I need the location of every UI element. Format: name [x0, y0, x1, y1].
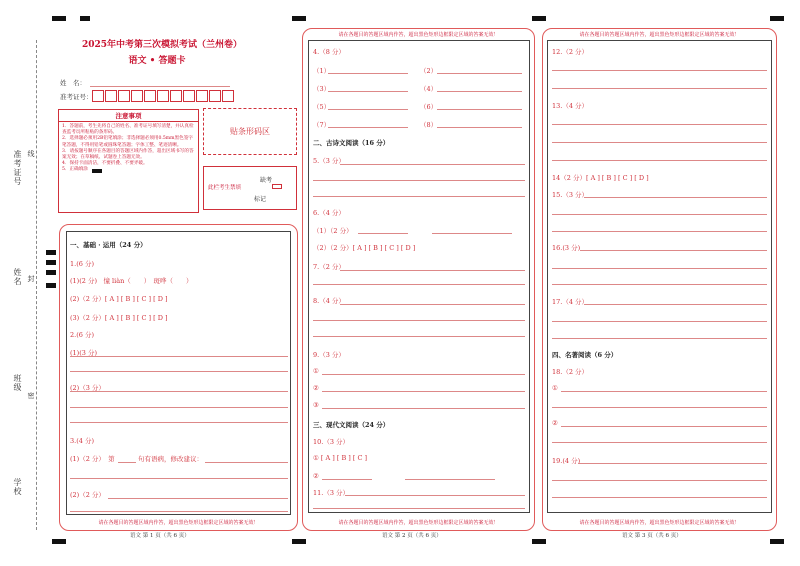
answer-line[interactable] [70, 356, 288, 357]
timing-mark [770, 16, 784, 21]
blank-8: （8） [420, 121, 438, 129]
q17: 17.（4 分） [552, 298, 589, 306]
notice-bottom-3: 请在各题目的答题区域内作答，超出黑色矩形边框限定区域的答案无效！ [579, 520, 740, 526]
answer-line[interactable] [322, 374, 525, 375]
sidebar-class: 班级 [13, 374, 22, 392]
blank-7: （7） [313, 121, 331, 129]
circle-2: ② [552, 419, 558, 427]
notice-top-3: 请在各题目的答题区域内作答，超出黑色矩形边框限定区域的答案无效！ [579, 32, 740, 38]
blank-6: （6） [420, 103, 438, 111]
answer-line[interactable] [340, 164, 525, 165]
blank-1: （1） [313, 67, 331, 75]
answer-line[interactable] [437, 127, 522, 128]
answer-line[interactable] [405, 479, 495, 480]
timing-mark [532, 16, 546, 21]
q7: 7.（2 分） [313, 263, 345, 271]
q6-1: （1）（2 分） [313, 227, 353, 235]
answer-line[interactable] [552, 284, 767, 285]
section-2-title: 二、古诗文阅读（16 分） [313, 139, 390, 147]
q1: 1.(6 分) [70, 260, 94, 268]
answer-line[interactable] [578, 463, 767, 464]
name-label: 姓 名： [60, 79, 86, 87]
answer-line[interactable] [340, 304, 525, 305]
name-field[interactable] [90, 86, 230, 87]
section-3-title: 三、现代文阅读（24 分） [313, 421, 390, 429]
answer-line[interactable] [340, 270, 525, 271]
note-item: 1．答题前，考生先将自己的姓名、准考证号填写清楚，并认真检查监考员所粘贴的条形码。 [62, 124, 194, 136]
sidebar-mi: 密 [27, 392, 35, 400]
answer-line[interactable] [437, 109, 522, 110]
id-boxes[interactable] [92, 90, 234, 102]
timing-mark [46, 250, 56, 255]
answer-line[interactable] [552, 142, 767, 143]
blank-4: （4） [420, 85, 438, 93]
q6-2-choices[interactable]: （2）（2 分）[ A ] [ B ] [ C ] [ D ] [313, 244, 416, 252]
notice-bottom-1: 请在各题目的答题区域内作答，超出黑色矩形边框限定区域的答案无效！ [98, 520, 259, 526]
sidebar-feng: 封 [27, 275, 35, 283]
answer-line[interactable] [552, 497, 767, 498]
absent-mark-label: 缺考 [260, 177, 273, 184]
q11: 11.（3 分） [313, 489, 350, 497]
answer-line[interactable] [313, 320, 525, 321]
blank-2: （2） [420, 67, 438, 75]
timing-mark [532, 539, 546, 544]
q1-3-choices[interactable]: (3)（2 分）[ A ] [ B ] [ C ] [ D ] [70, 314, 168, 322]
answer-line[interactable] [70, 511, 288, 512]
answer-line[interactable] [584, 304, 767, 305]
q12: 12.（2 分） [552, 48, 589, 56]
note-item: 5．正确填涂 [62, 167, 88, 173]
q6: 6.（4 分） [313, 209, 345, 217]
page-title: 2025年中考第三次模拟考试（兰州卷） [82, 40, 243, 50]
q2-2: (2)（3 分） [70, 384, 105, 392]
answer-line[interactable] [552, 407, 767, 408]
circle-1: ① [313, 367, 319, 375]
answer-line[interactable] [322, 391, 525, 392]
q3-2: (2)（2 分） [70, 491, 105, 499]
absent-checkbox[interactable] [272, 184, 282, 189]
notice-bottom-2: 请在各题目的答题区域内作答，超出黑色矩形边框限定区域的答案无效！ [338, 520, 499, 526]
answer-line[interactable] [328, 73, 408, 74]
answer-line[interactable] [552, 70, 767, 71]
answer-line[interactable] [584, 197, 767, 198]
answer-line[interactable] [70, 407, 288, 408]
answer-line[interactable] [552, 321, 767, 322]
answer-line[interactable] [313, 336, 525, 337]
notes-title: 注意事项 [59, 110, 198, 122]
circle-2: ② [313, 384, 319, 392]
answer-line[interactable] [322, 408, 525, 409]
answer-line[interactable] [552, 88, 767, 89]
sidebar-name: 姓名 [13, 268, 22, 286]
absent-label: 此栏考生禁填 [208, 185, 242, 191]
timing-mark [52, 16, 66, 21]
blank-5: （5） [313, 103, 331, 111]
q3-1b: 句有语病，修改建议： [138, 455, 203, 463]
answer-region-1 [66, 231, 291, 515]
answer-line[interactable] [561, 391, 767, 392]
page-subtitle: 语文 • 答题卡 [128, 56, 186, 66]
answer-line[interactable] [552, 124, 767, 125]
timing-mark [46, 283, 56, 288]
answer-line[interactable] [313, 180, 525, 181]
answer-line[interactable] [328, 91, 408, 92]
q2-1: (1)(3 分) [70, 349, 97, 357]
answer-line[interactable] [70, 422, 288, 423]
q3-1a: (1)（2 分） 第 [70, 455, 115, 463]
q15: 15.（3 分） [552, 191, 589, 199]
answer-line[interactable] [70, 478, 288, 479]
q19: 19.(4 分) [552, 457, 581, 465]
section-1-title: 一、基础 · 运用（24 分） [70, 241, 147, 249]
q5: 5.（3 分） [313, 157, 345, 165]
answer-line[interactable] [561, 426, 767, 427]
page-footer-3: 语文 第 3 页（共 6 页） [622, 533, 682, 539]
answer-line[interactable] [328, 109, 408, 110]
timing-mark [46, 260, 56, 265]
sidebar-zkz: 准考证号 [13, 150, 22, 186]
q1-2-choices[interactable]: (2)（2 分）[ A ] [ B ] [ C ] [ D ] [70, 295, 168, 303]
blank-3: （3） [313, 85, 331, 93]
section-4-title: 四、名著阅读（6 分） [552, 351, 618, 359]
answer-line[interactable] [552, 231, 767, 232]
page-footer-2: 语文 第 2 页（共 6 页） [382, 533, 442, 539]
answer-line[interactable] [313, 508, 525, 509]
answer-line[interactable] [437, 91, 522, 92]
binding-line [36, 40, 37, 530]
q13: 13.（4 分） [552, 102, 589, 110]
absent-mark-label2: 标记 [254, 196, 267, 203]
filled-sample [92, 169, 102, 173]
q18: 18.（2 分） [552, 368, 589, 376]
timing-mark [292, 539, 306, 544]
timing-mark [80, 16, 90, 21]
barcode-area [203, 108, 297, 155]
answer-line[interactable] [552, 214, 767, 215]
note-item: 2．选择题必须用2B铅笔填涂；非选择题必须用0.5mm黑色签字笔答题，不得用铅笔或圆珠笔答题；字体工整、笔迹清晰。 [62, 136, 193, 148]
timing-mark [52, 539, 66, 544]
timing-mark [770, 539, 784, 544]
q14-choices[interactable]: 14（2 分）[ A ] [ B ] [ C ] [ D ] [552, 174, 649, 182]
q16: 16.(3 分) [552, 244, 581, 252]
answer-line[interactable] [552, 480, 767, 481]
answer-line[interactable] [580, 250, 767, 251]
q10-1-choices[interactable]: ① [ A ] [ B ] [ C ] [313, 454, 368, 462]
answer-line[interactable] [552, 442, 767, 443]
q10-2: ② [313, 472, 319, 480]
notes-box [58, 109, 199, 213]
circle-3: ③ [313, 401, 319, 409]
q2: 2.(6 分) [70, 331, 94, 339]
sentence-number-field[interactable] [118, 462, 136, 463]
answer-line[interactable] [205, 462, 288, 463]
answer-line[interactable] [328, 127, 408, 128]
answer-line[interactable] [108, 498, 288, 499]
note-item: 4．保持卡面清洁，不要折叠、不要弄破。 [62, 161, 148, 167]
answer-line[interactable] [552, 338, 767, 339]
answer-line[interactable] [437, 73, 522, 74]
answer-line[interactable] [358, 233, 408, 234]
answer-line[interactable] [432, 233, 512, 234]
q10: 10.（3 分） [313, 438, 350, 446]
answer-line[interactable] [552, 160, 767, 161]
timing-mark [46, 270, 56, 275]
answer-line[interactable] [313, 284, 525, 285]
q8: 8.（4 分） [313, 297, 345, 305]
page-footer-1: 语文 第 1 页（共 6 页） [130, 533, 190, 539]
answer-line[interactable] [70, 391, 288, 392]
q9: 9.（3 分） [313, 351, 345, 359]
id-label: 准考证号： [60, 93, 93, 101]
answer-line[interactable] [345, 495, 525, 496]
circle-1: ① [552, 384, 558, 392]
notice-top-2: 请在各题目的答题区域内作答，超出黑色矩形边框限定区域的答案无效！ [338, 32, 499, 38]
q4: 4.（8 分） [313, 48, 345, 56]
answer-line[interactable] [552, 268, 767, 269]
answer-line[interactable] [313, 196, 525, 197]
q3: 3.(4 分) [70, 437, 94, 445]
answer-line[interactable] [70, 371, 288, 372]
q1-1[interactable]: (1)(2 分) 憧 liàn（ ） 斑哗（ ） [70, 277, 193, 285]
timing-mark [292, 16, 306, 21]
note-item: 3．请按题号顺序在各题目的答题区域内作答，超出区域书写的答案无效；在草稿纸、试题卷上答题无效。 [62, 148, 194, 161]
answer-line[interactable] [322, 479, 372, 480]
sidebar-xian: 线 [27, 150, 35, 158]
barcode-label: 贴条形码区 [230, 127, 270, 136]
sidebar-school: 学校 [13, 478, 22, 496]
absent-box [203, 166, 297, 210]
